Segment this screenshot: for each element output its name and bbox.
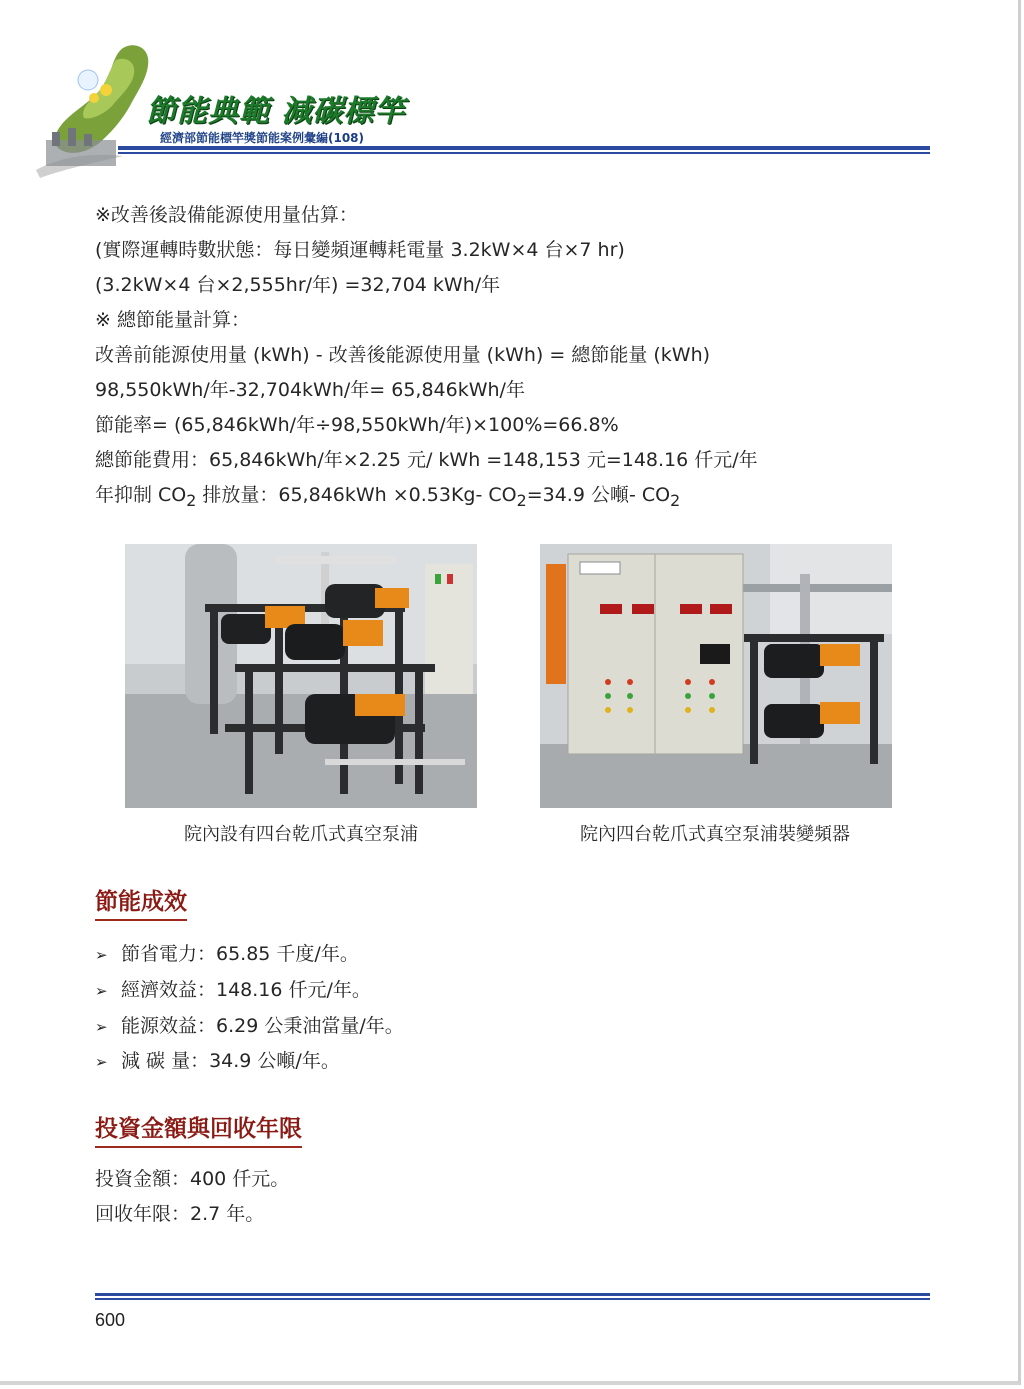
calc-line-4: ※ 總節能量計算： bbox=[95, 309, 250, 331]
arrow-bullet-icon: ➢ bbox=[95, 982, 108, 1000]
co2-text-1: 年抑制 CO bbox=[95, 484, 187, 506]
footer-rule-thin bbox=[95, 1298, 930, 1300]
calc-line-5: 改善前能源使用量 (kWh) - 改善後能源使用量 (kWh) = 總節能量 (kWh) bbox=[95, 344, 711, 366]
result-text: 減 碳 量：34.9 公噸/年。 bbox=[121, 1050, 340, 1072]
results-heading: 節能成效 bbox=[95, 883, 187, 921]
result-item bbox=[95, 939, 359, 966]
result-text: 能源效益：6.29 公秉油當量/年。 bbox=[121, 1015, 404, 1037]
result-text: 經濟效益：148.16 仟元/年。 bbox=[121, 979, 371, 1001]
co2-subscript-3: 2 bbox=[670, 490, 681, 510]
calc-line-6: 98,550kWh/年-32,704kWh/年= 65,846kWh/年 bbox=[95, 379, 525, 401]
arrow-bullet-icon: ➢ bbox=[95, 1053, 108, 1071]
photo-caption-right: 院內四台乾爪式真空泵浦裝變頻器 bbox=[580, 824, 850, 845]
arrow-bullet-icon: ➢ bbox=[95, 946, 108, 964]
vacuum-pump-photo-left bbox=[125, 544, 477, 808]
footer-rule bbox=[95, 1293, 930, 1296]
calc-line-2: (實際運轉時數狀態：每日變頻運轉耗電量 3.2kW×4 台×7 hr) bbox=[95, 239, 625, 261]
calc-line-8: 總節能費用：65,846kWh/年×2.25 元/ kWh =148,153 元=148.16 仟元/年 bbox=[95, 449, 758, 471]
calc-line-3: (3.2kW×4 台×2,555hr/年) =32,704 kWh/年 bbox=[95, 274, 501, 296]
co2-subscript-2: 2 bbox=[516, 490, 527, 510]
co2-text-3: =34.9 公噸- CO bbox=[526, 484, 671, 506]
co2-subscript-1: 2 bbox=[186, 490, 197, 510]
header-title: 節能典範 減碳標竿 bbox=[146, 94, 406, 129]
header-rule bbox=[118, 146, 930, 150]
payback-period: 回收年限：2.7 年。 bbox=[95, 1203, 265, 1225]
co2-text-2: 排放量：65,846kWh ×0.53Kg- CO bbox=[196, 484, 517, 506]
calc-line-1: ※改善後設備能源使用量估算： bbox=[95, 204, 358, 226]
header-rule-thin bbox=[118, 152, 930, 154]
investment-heading: 投資金額與回收年限 bbox=[95, 1110, 302, 1148]
page-number: 600 bbox=[95, 1310, 126, 1330]
result-item bbox=[95, 1046, 340, 1073]
photo-caption-left: 院內設有四台乾爪式真空泵浦 bbox=[184, 824, 418, 845]
result-text: 節省電力：65.85 千度/年。 bbox=[121, 943, 359, 965]
result-item bbox=[95, 975, 371, 1002]
investment-amount: 投資金額：400 仟元。 bbox=[95, 1168, 290, 1190]
header-subtitle: 經濟部節能標竿獎節能案例彙編(108) bbox=[160, 131, 365, 145]
result-item bbox=[95, 1011, 404, 1038]
arrow-bullet-icon: ➢ bbox=[95, 1018, 108, 1036]
calc-line-7: 節能率= (65,846kWh/年÷98,550kWh/年)×100%=66.8% bbox=[95, 414, 619, 436]
control-panel-photo-right bbox=[540, 544, 892, 808]
co2-reduction-line bbox=[95, 483, 680, 513]
